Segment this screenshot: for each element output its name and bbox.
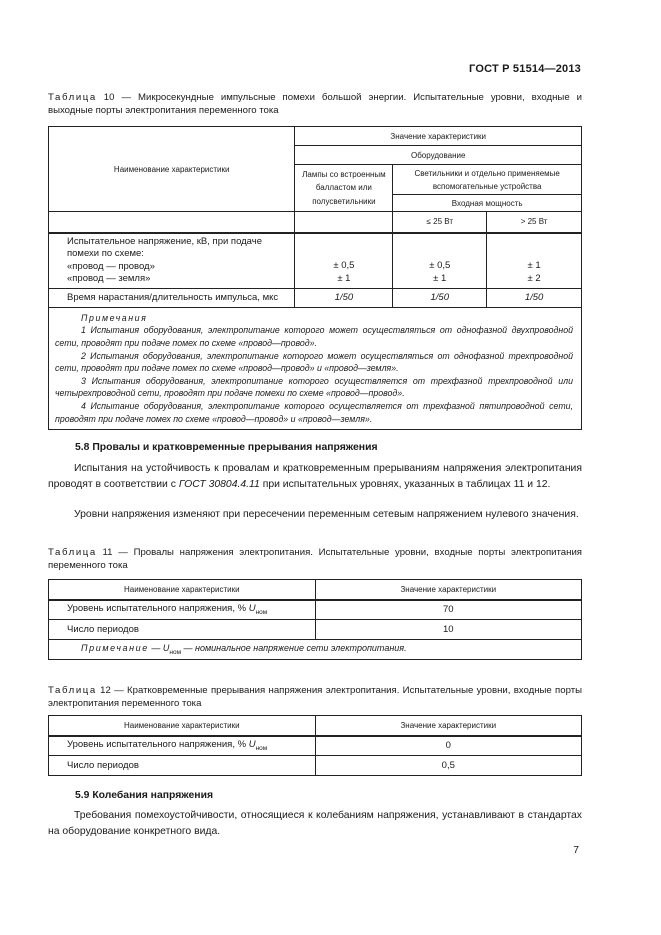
table-11	[48, 579, 582, 660]
header-name: Наименование характеристики	[49, 716, 316, 736]
page-number: 7	[573, 845, 579, 856]
header-le25: ≤ 25 Вт	[393, 212, 487, 233]
label-line: «провод — земля»	[67, 273, 151, 285]
table-10	[48, 126, 582, 430]
table11-note: Примечание — $U_{ном}$ — номинальное напряжение сети электропитания.	[49, 640, 582, 660]
row-periods: Число периодов	[49, 756, 316, 776]
table10-notes	[49, 307, 582, 429]
cell-gt25	[487, 233, 582, 289]
header-equipment: Оборудование	[295, 146, 582, 165]
header-value: Значение характеристики	[315, 580, 581, 600]
header-value: Значение характеристики	[295, 127, 582, 146]
label-line: Испытательное напряжение, кВ, при подаче помехи по схеме:	[67, 235, 262, 260]
cell-value: 10	[315, 620, 581, 640]
header-power: Входная мощность	[393, 195, 582, 212]
cell-value: 70	[315, 600, 581, 620]
u-symbol: U	[248, 603, 256, 615]
caption-text: 10 — Микросекундные импульсные помехи большой энергии. Испытательные уровни, входные и выходные порты электропитания переменного тока	[48, 92, 582, 116]
label: Уровень испытательного напряжения, %	[67, 603, 247, 615]
cell-value: 0,5	[315, 756, 581, 776]
cell-value: 1/50	[393, 288, 487, 307]
note-3: 3 Испытания оборудования, электропитание которого осуществляется от трехфазной трехпроводной или четырехпроводной сети, проводят при подаче помехи по схеме «провод—провод».	[55, 375, 573, 399]
cell-le25	[393, 233, 487, 289]
section-heading-5-9: 5.9 Колебания напряжения	[75, 790, 214, 801]
note-text: — номинальное напряжение сети электропитания.	[181, 643, 407, 654]
u-subscript: ном	[169, 648, 182, 656]
header-luminaires: Светильники и отдельно применяемые вспомогательные устройства	[393, 165, 582, 195]
u-subscript: ном	[255, 745, 268, 753]
table12-caption	[48, 684, 582, 710]
note-1: 1 Испытания оборудования, электропитание которого может осуществляться от однофазной двухпроводной сети, проводят при подаче помех по схеме «провод—провод».	[55, 325, 573, 349]
label: Уровень испытательного напряжения, %	[67, 739, 247, 751]
u-symbol: U	[162, 643, 170, 654]
row-voltage-level	[49, 600, 316, 620]
caption-text: 12 — Кратковременные прерывания напряжения электропитания. Испытательные уровни, входные порты электропитания переменного тока	[48, 685, 582, 709]
header-gt25: > 25 Вт	[487, 212, 582, 233]
cell-value: ± 1	[337, 272, 351, 284]
cell-lamps	[295, 233, 393, 289]
section-heading-5-8: 5.8 Провалы и кратковременные прерывания напряжения	[75, 442, 378, 453]
document-id: ГОСТ Р 51514—2013	[469, 63, 581, 75]
section59-paragraph: Требования помехоустойчивости, относящиеся к колебаниям напряжения, устанавливают в стандартах на оборудование конкретного вида.	[48, 810, 582, 837]
caption-prefix: Таблица	[48, 92, 97, 103]
caption-text: 11 — Провалы напряжения электропитания. Испытательные уровни, входные порты электропитания переменного тока	[48, 547, 582, 571]
notes-title: Примечания	[81, 312, 148, 323]
table11-caption	[48, 546, 582, 572]
cell-value: ± 1	[433, 272, 447, 284]
note-2: 2 Испытания оборудования, электропитание которого может осуществляться от однофазной трехпроводной сети, проводят при подаче помех по схеме «провод—провод» и «провод—земля».	[55, 350, 573, 374]
header-spacer	[295, 212, 393, 233]
note-prefix: Примечание	[81, 643, 149, 654]
header-spacer	[49, 212, 295, 233]
row-voltage-label	[49, 233, 295, 289]
cell-value: ± 0,5	[429, 260, 451, 272]
header-name: Наименование характеристики	[49, 580, 316, 600]
note-4: 4 Испытание оборудования, электропитание которого осуществляется от трехфазной пятипроводной сети, проводят при подаче помех по схеме «провод—провод» и «провод—земля».	[55, 401, 573, 424]
cell-value: 1/50	[295, 288, 393, 307]
standard-reference: ГОСТ 30804.4.11	[178, 478, 260, 490]
section58-paragraph-1	[48, 461, 582, 492]
header-name: Наименование характеристики	[49, 127, 295, 212]
row-time-label: Время нарастания/длительность импульса, мкс	[49, 288, 295, 307]
table10-caption	[48, 91, 582, 117]
caption-prefix: Таблица	[48, 685, 97, 696]
cell-value: ± 2	[527, 272, 541, 284]
row-periods: Число периодов	[49, 620, 316, 640]
cell-value: ± 1	[527, 260, 541, 272]
table-12	[48, 715, 582, 776]
text: при испытательных уровнях, указанных в таблицах 11 и 12.	[259, 478, 551, 490]
header-lamps: Лампы со встроенным балластом или полусветильники	[295, 165, 393, 212]
u-symbol: U	[248, 739, 256, 751]
text: Испытания на устойчивость к провалам и кратковременным прерываниям напряжения электропитания проводят в соответствии с	[48, 463, 582, 490]
caption-prefix: Таблица	[48, 547, 97, 558]
cell-value: 0	[315, 736, 581, 756]
cell-value: ± 0,5	[333, 260, 355, 272]
header-value: Значение характеристики	[315, 716, 581, 736]
section58-paragraph-2: Уровни напряжения изменяют при пересечении переменным сетевым напряжением нулевого значения.	[74, 509, 579, 520]
label-line: «провод — провод»	[67, 260, 155, 272]
u-subscript: ном	[255, 609, 268, 617]
cell-value: 1/50	[487, 288, 582, 307]
row-voltage-level	[49, 736, 316, 756]
